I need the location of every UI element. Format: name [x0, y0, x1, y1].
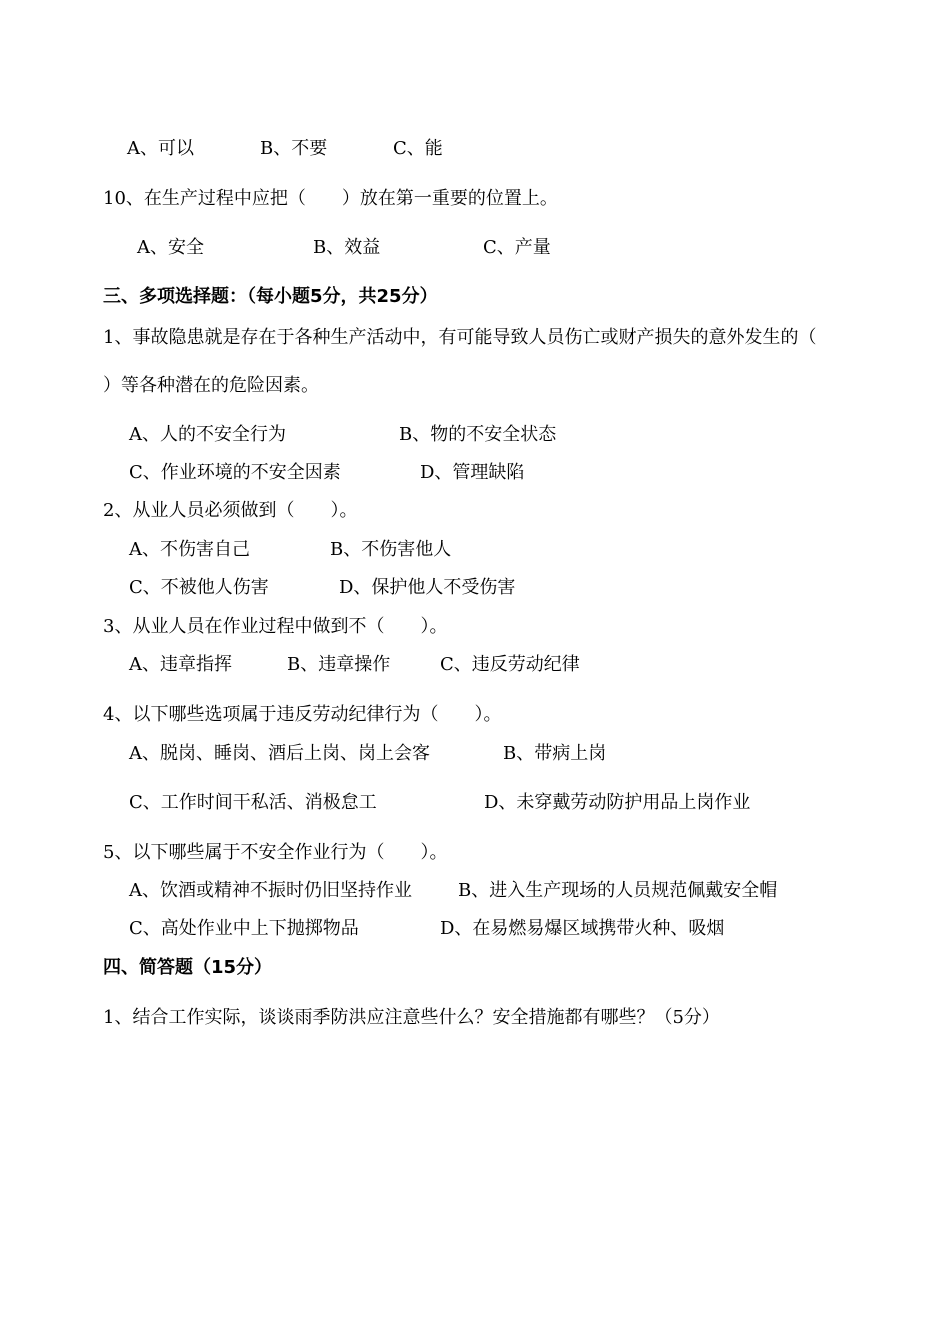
s3-question-5: 5、以下哪些属于不安全作业行为（ ）。 [103, 842, 448, 863]
s3-q1-option-c: C、作业环境的不安全因素 [129, 462, 341, 483]
q10-option-a: A、安全 [137, 237, 204, 258]
s3-q3-option-c: C、违反劳动纪律 [440, 654, 580, 675]
q10-option-c: C、产量 [483, 237, 551, 258]
s3-q4-option-d: D、未穿戴劳动防护用品上岗作业 [484, 792, 751, 813]
s3-question-1-line2: ）等各种潜在的危险因素。 [103, 375, 319, 396]
s3-q5-option-c: C、高处作业中上下抛掷物品 [129, 918, 359, 939]
s3-q1-option-b: B、物的不安全状态 [399, 424, 557, 445]
s3-q1-option-a: A、人的不安全行为 [129, 424, 286, 445]
s3-q4-option-c: C、工作时间干私活、消极怠工 [129, 792, 377, 813]
question-10: 10、在生产过程中应把（ ）放在第一重要的位置上。 [103, 188, 558, 209]
q10-option-b: B、效益 [313, 237, 381, 258]
s3-q5-option-d: D、在易燃易爆区域携带火种、吸烟 [440, 918, 725, 939]
section-4-heading: 四、简答题（15分） [103, 957, 273, 978]
s4-question-1: 1、结合工作实际，谈谈雨季防洪应注意些什么？安全措施都有哪些？（5分） [103, 1007, 720, 1028]
s3-question-3: 3、从业人员在作业过程中做到不（ ）。 [103, 616, 448, 637]
section-3-heading: 三、多项选择题：（每小题5分，共25分） [103, 286, 438, 307]
s3-q3-option-b: B、违章操作 [287, 654, 391, 675]
option-top-a: A、可以 [127, 138, 194, 159]
s3-question-2: 2、从业人员必须做到（ ）。 [103, 500, 358, 521]
s3-question-4: 4、以下哪些选项属于违反劳动纪律行为（ ）。 [103, 704, 502, 725]
s3-question-1-line1: 1、事故隐患就是存在于各种生产活动中，有可能导致人员伤亡或财产损失的意外发生的（ [103, 327, 817, 348]
s3-q5-option-a: A、饮酒或精神不振时仍旧坚持作业 [129, 880, 412, 901]
s3-q3-option-a: A、违章指挥 [129, 654, 232, 675]
s3-q5-option-b: B、进入生产现场的人员规范佩戴安全帽 [458, 880, 778, 901]
s3-q2-option-d: D、保护他人不受伤害 [339, 577, 516, 598]
s3-q1-option-d: D、管理缺陷 [420, 462, 525, 483]
s3-q2-option-c: C、不被他人伤害 [129, 577, 269, 598]
option-top-c: C、能 [393, 138, 443, 159]
s3-q4-option-a: A、脱岗、睡岗、酒后上岗、岗上会客 [129, 743, 430, 764]
s3-q2-option-b: B、不伤害他人 [330, 539, 452, 560]
option-top-b: B、不要 [260, 138, 328, 159]
s3-q2-option-a: A、不伤害自己 [129, 539, 250, 560]
s3-q4-option-b: B、带病上岗 [503, 743, 607, 764]
